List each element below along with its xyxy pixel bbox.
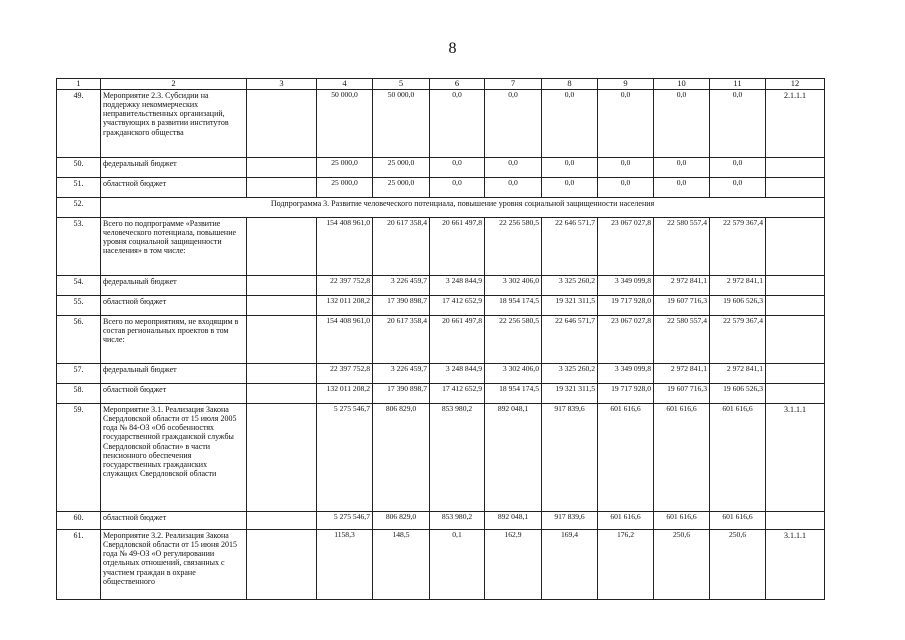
target-code bbox=[766, 295, 825, 315]
row-name: областной бюджет bbox=[101, 383, 247, 403]
value-cell: 20 661 497,8 bbox=[430, 315, 485, 363]
value-cell: 601 616,6 bbox=[598, 403, 654, 511]
header-cell: 9 bbox=[598, 79, 654, 90]
table-row bbox=[57, 217, 825, 275]
value-cell: 2 972 841,1 bbox=[710, 275, 766, 295]
row-name: Мероприятие 3.1. Реализация Закона Свердловской области от 15 июля 2005 года № 84-ОЗ «Об особенностях государственной гражданской службы Свердловской области» в части пенсионного обеспечения государственных гражданских служащих Свердловской области bbox=[101, 403, 247, 511]
row-name: федеральный бюджет bbox=[101, 157, 247, 177]
target-code bbox=[766, 511, 825, 529]
section-title: Подпрограмма 3. Развитие человеческого потенциала, повышение уровня социальной защищенности населения bbox=[101, 197, 825, 217]
value-cell: 2 972 841,1 bbox=[654, 275, 710, 295]
row-name: Мероприятие 2.3. Субсидии на поддержку некоммерческих неправительственных организаций, участвующих в развитии институтов гражданского общества bbox=[101, 89, 247, 157]
row-number: 53. bbox=[57, 217, 101, 275]
target-code bbox=[766, 315, 825, 363]
page-number: 8 bbox=[448, 40, 457, 57]
value-cell: 17 412 652,9 bbox=[430, 295, 485, 315]
header-cell: 7 bbox=[485, 79, 542, 90]
value-cell: 0,0 bbox=[654, 157, 710, 177]
value-cell: 2 972 841,1 bbox=[710, 363, 766, 383]
row-number: 54. bbox=[57, 275, 101, 295]
value-cell: 917 839,6 bbox=[542, 511, 598, 529]
value-cell: 0,0 bbox=[598, 177, 654, 197]
value-cell: 22 256 580,5 bbox=[485, 217, 542, 275]
row-number: 55. bbox=[57, 295, 101, 315]
value-cell: 5 275 546,7 bbox=[317, 403, 373, 511]
empty-cell bbox=[247, 217, 317, 275]
value-cell: 132 011 208,2 bbox=[317, 383, 373, 403]
value-cell: 601 616,6 bbox=[654, 511, 710, 529]
row-number: 61. bbox=[57, 529, 101, 599]
value-cell: 601 616,6 bbox=[598, 511, 654, 529]
table-row bbox=[57, 529, 825, 599]
header-row bbox=[57, 79, 825, 90]
value-cell: 19 607 716,3 bbox=[654, 295, 710, 315]
value-cell: 0,0 bbox=[542, 157, 598, 177]
table-row bbox=[57, 403, 825, 511]
value-cell: 601 616,6 bbox=[654, 403, 710, 511]
value-cell: 0,0 bbox=[710, 157, 766, 177]
value-cell: 0,0 bbox=[430, 157, 485, 177]
row-name: областной бюджет bbox=[101, 511, 247, 529]
row-number: 49. bbox=[57, 89, 101, 157]
value-cell: 892 048,1 bbox=[485, 511, 542, 529]
value-cell: 20 661 497,8 bbox=[430, 217, 485, 275]
empty-cell bbox=[247, 363, 317, 383]
value-cell: 25 000,0 bbox=[317, 177, 373, 197]
value-cell: 806 829,0 bbox=[373, 511, 430, 529]
value-cell: 19 717 928,0 bbox=[598, 383, 654, 403]
value-cell: 17 412 652,9 bbox=[430, 383, 485, 403]
value-cell: 601 616,6 bbox=[710, 511, 766, 529]
table-row bbox=[57, 89, 825, 157]
target-code bbox=[766, 157, 825, 177]
value-cell: 25 000,0 bbox=[373, 177, 430, 197]
row-number: 57. bbox=[57, 363, 101, 383]
row-number: 59. bbox=[57, 403, 101, 511]
empty-cell bbox=[247, 383, 317, 403]
budget-table bbox=[56, 78, 825, 600]
value-cell: 5 275 546,7 bbox=[317, 511, 373, 529]
value-cell: 19 607 716,3 bbox=[654, 383, 710, 403]
value-cell: 3 302 406,0 bbox=[485, 275, 542, 295]
value-cell: 22 580 557,4 bbox=[654, 315, 710, 363]
value-cell: 0,0 bbox=[485, 177, 542, 197]
row-number: 51. bbox=[57, 177, 101, 197]
value-cell: 17 390 898,7 bbox=[373, 383, 430, 403]
table-row bbox=[57, 315, 825, 363]
header-cell: 10 bbox=[654, 79, 710, 90]
value-cell: 0,0 bbox=[485, 157, 542, 177]
value-cell: 176,2 bbox=[598, 529, 654, 599]
value-cell: 853 980,2 bbox=[430, 511, 485, 529]
row-name: федеральный бюджет bbox=[101, 363, 247, 383]
value-cell: 20 617 358,4 bbox=[373, 217, 430, 275]
value-cell: 154 408 961,0 bbox=[317, 315, 373, 363]
value-cell: 18 954 174,5 bbox=[485, 383, 542, 403]
header-cell: 3 bbox=[247, 79, 317, 90]
value-cell: 3 325 260,2 bbox=[542, 363, 598, 383]
row-name: областной бюджет bbox=[101, 295, 247, 315]
value-cell: 3 349 099,8 bbox=[598, 363, 654, 383]
header-cell: 8 bbox=[542, 79, 598, 90]
value-cell: 17 390 898,7 bbox=[373, 295, 430, 315]
value-cell: 19 321 311,5 bbox=[542, 295, 598, 315]
row-name: областной бюджет bbox=[101, 177, 247, 197]
empty-cell bbox=[247, 177, 317, 197]
header-cell: 1 bbox=[57, 79, 101, 90]
value-cell: 22 397 752,8 bbox=[317, 275, 373, 295]
table-row bbox=[57, 275, 825, 295]
table-row bbox=[57, 363, 825, 383]
empty-cell bbox=[247, 295, 317, 315]
value-cell: 25 000,0 bbox=[317, 157, 373, 177]
empty-cell bbox=[247, 315, 317, 363]
target-code bbox=[766, 275, 825, 295]
value-cell: 23 067 027,8 bbox=[598, 315, 654, 363]
value-cell: 0,0 bbox=[598, 157, 654, 177]
value-cell: 25 000,0 bbox=[373, 157, 430, 177]
row-number: 52. bbox=[57, 197, 101, 217]
target-code: 3.1.1.1 bbox=[766, 529, 825, 599]
table-row bbox=[57, 177, 825, 197]
value-cell: 22 397 752,8 bbox=[317, 363, 373, 383]
row-name: Мероприятие 3.2. Реализация Закона Свердловской области от 15 июня 2015 года № 49-ОЗ «О регулировании отдельных отношений, связанных с участием граждан в охране общественного bbox=[101, 529, 247, 599]
target-code bbox=[766, 383, 825, 403]
header-cell: 2 bbox=[101, 79, 247, 90]
empty-cell bbox=[247, 511, 317, 529]
value-cell: 3 349 099,8 bbox=[598, 275, 654, 295]
table-row bbox=[57, 295, 825, 315]
value-cell: 3 226 459,7 bbox=[373, 275, 430, 295]
row-name: Всего по подпрограмме «Развитие человеческого потенциала, повышение уровня социальной защищенности населения» в том числе: bbox=[101, 217, 247, 275]
value-cell: 50 000,0 bbox=[373, 89, 430, 157]
value-cell: 250,6 bbox=[710, 529, 766, 599]
value-cell: 19 606 526,3 bbox=[710, 383, 766, 403]
value-cell: 22 646 571,7 bbox=[542, 217, 598, 275]
value-cell: 0,0 bbox=[654, 177, 710, 197]
value-cell: 0,0 bbox=[598, 89, 654, 157]
value-cell: 601 616,6 bbox=[710, 403, 766, 511]
value-cell: 20 617 358,4 bbox=[373, 315, 430, 363]
value-cell: 132 011 208,2 bbox=[317, 295, 373, 315]
target-code bbox=[766, 217, 825, 275]
value-cell: 0,0 bbox=[654, 89, 710, 157]
value-cell: 0,0 bbox=[485, 89, 542, 157]
header-cell: 5 bbox=[373, 79, 430, 90]
value-cell: 22 580 557,4 bbox=[654, 217, 710, 275]
empty-cell bbox=[247, 529, 317, 599]
value-cell: 0,0 bbox=[542, 89, 598, 157]
header-cell: 6 bbox=[430, 79, 485, 90]
value-cell: 1158,3 bbox=[317, 529, 373, 599]
value-cell: 2 972 841,1 bbox=[654, 363, 710, 383]
row-number: 50. bbox=[57, 157, 101, 177]
value-cell: 806 829,0 bbox=[373, 403, 430, 511]
value-cell: 22 579 367,4 bbox=[710, 315, 766, 363]
empty-cell bbox=[247, 157, 317, 177]
row-number: 58. bbox=[57, 383, 101, 403]
value-cell: 23 067 027,8 bbox=[598, 217, 654, 275]
value-cell: 169,4 bbox=[542, 529, 598, 599]
table-row bbox=[57, 511, 825, 529]
section-row bbox=[57, 197, 825, 217]
value-cell: 22 646 571,7 bbox=[542, 315, 598, 363]
value-cell: 0,0 bbox=[710, 177, 766, 197]
value-cell: 19 717 928,0 bbox=[598, 295, 654, 315]
header-cell: 12 bbox=[766, 79, 825, 90]
header-cell: 11 bbox=[710, 79, 766, 90]
value-cell: 0,0 bbox=[542, 177, 598, 197]
value-cell: 148,5 bbox=[373, 529, 430, 599]
empty-cell bbox=[247, 403, 317, 511]
row-number: 56. bbox=[57, 315, 101, 363]
target-code bbox=[766, 177, 825, 197]
value-cell: 162,9 bbox=[485, 529, 542, 599]
value-cell: 853 980,2 bbox=[430, 403, 485, 511]
value-cell: 0,0 bbox=[710, 89, 766, 157]
target-code: 3.1.1.1 bbox=[766, 403, 825, 511]
value-cell: 50 000,0 bbox=[317, 89, 373, 157]
table-row bbox=[57, 157, 825, 177]
value-cell: 22 256 580,5 bbox=[485, 315, 542, 363]
value-cell: 892 048,1 bbox=[485, 403, 542, 511]
value-cell: 250,6 bbox=[654, 529, 710, 599]
value-cell: 0,0 bbox=[430, 89, 485, 157]
value-cell: 917 839,6 bbox=[542, 403, 598, 511]
value-cell: 3 248 844,9 bbox=[430, 363, 485, 383]
value-cell: 3 302 406,0 bbox=[485, 363, 542, 383]
row-name: Всего по мероприятиям, не входящим в состав региональных проектов в том числе: bbox=[101, 315, 247, 363]
empty-cell bbox=[247, 275, 317, 295]
value-cell: 3 325 260,2 bbox=[542, 275, 598, 295]
header-cell: 4 bbox=[317, 79, 373, 90]
value-cell: 0,1 bbox=[430, 529, 485, 599]
target-code bbox=[766, 363, 825, 383]
value-cell: 154 408 961,0 bbox=[317, 217, 373, 275]
value-cell: 19 606 526,3 bbox=[710, 295, 766, 315]
row-number: 60. bbox=[57, 511, 101, 529]
empty-cell bbox=[247, 89, 317, 157]
value-cell: 22 579 367,4 bbox=[710, 217, 766, 275]
value-cell: 0,0 bbox=[430, 177, 485, 197]
value-cell: 3 248 844,9 bbox=[430, 275, 485, 295]
value-cell: 3 226 459,7 bbox=[373, 363, 430, 383]
table-row bbox=[57, 383, 825, 403]
row-name: федеральный бюджет bbox=[101, 275, 247, 295]
value-cell: 19 321 311,5 bbox=[542, 383, 598, 403]
value-cell: 18 954 174,5 bbox=[485, 295, 542, 315]
target-code: 2.1.1.1 bbox=[766, 89, 825, 157]
